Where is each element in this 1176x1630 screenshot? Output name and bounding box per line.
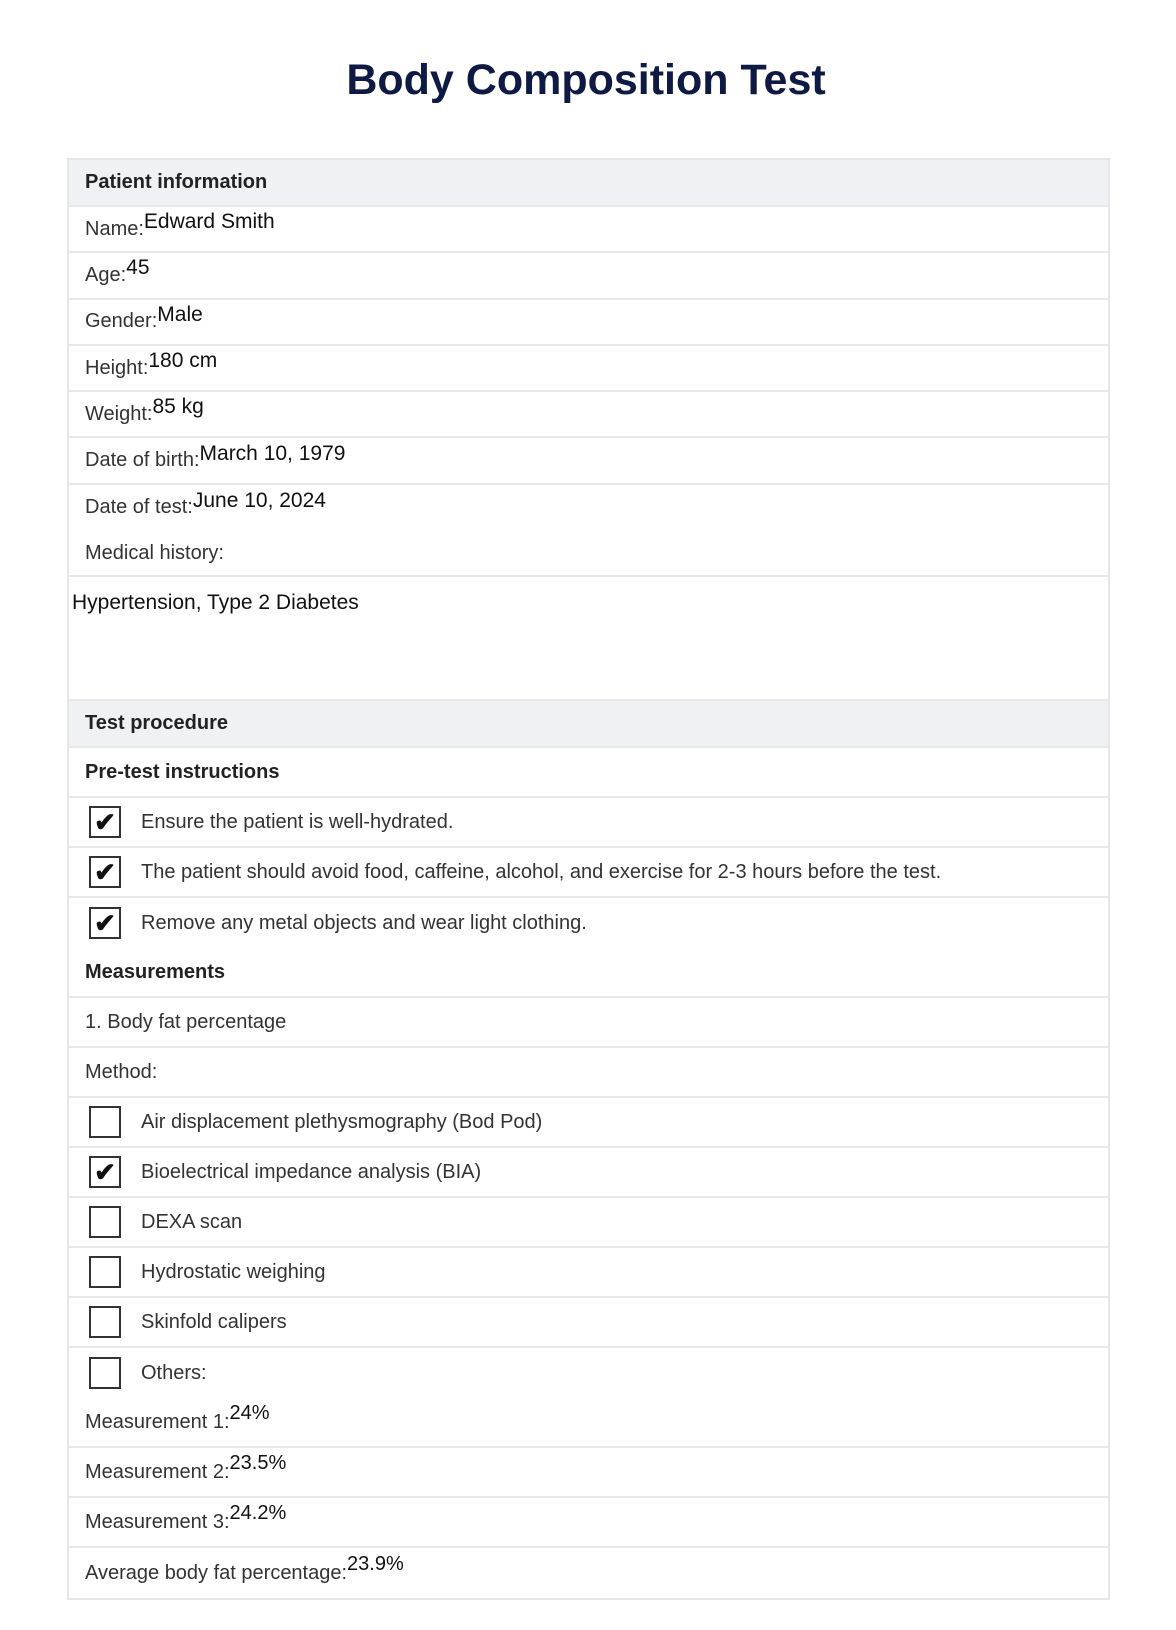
method-option <box>69 1198 1108 1248</box>
method-label: Method: <box>69 1048 1108 1098</box>
check-icon: ✔ <box>94 857 116 888</box>
checkbox[interactable] <box>89 1306 121 1338</box>
field-row <box>69 300 1108 346</box>
pretest-heading: Pre-test instructions <box>69 748 1108 798</box>
pretest-item <box>69 798 1108 848</box>
method-option <box>69 1248 1108 1298</box>
pretest-item-label: Remove any metal objects and wear light clothing. <box>141 911 587 934</box>
check-icon: ✔ <box>94 908 116 939</box>
checkbox[interactable] <box>89 856 121 888</box>
field-value[interactable]: 180 cm <box>148 349 218 373</box>
checkbox[interactable] <box>89 1256 121 1288</box>
check-icon: ✔ <box>94 1157 116 1188</box>
field-row <box>69 392 1108 438</box>
measurement-value[interactable]: 23.5% <box>229 1451 287 1474</box>
field-row <box>69 253 1108 299</box>
measurement-row <box>69 1498 1108 1548</box>
field-row <box>69 207 1108 253</box>
field-label: Age: <box>85 263 127 286</box>
checkbox[interactable] <box>89 806 121 838</box>
checkbox[interactable] <box>89 1156 121 1188</box>
method-option <box>69 1148 1108 1198</box>
field-value[interactable]: Male <box>157 302 203 326</box>
field-row <box>69 485 1108 531</box>
body-fat-item: 1. Body fat percentage <box>69 998 1108 1048</box>
medical-history-value[interactable]: Hypertension, Type 2 Diabetes <box>69 577 1108 701</box>
measurement-row <box>69 1398 1108 1448</box>
method-option-label: Bioelectrical impedance analysis (BIA) <box>141 1160 482 1183</box>
check-icon: ✔ <box>94 807 116 838</box>
method-option-label: Others: <box>141 1361 207 1384</box>
field-row <box>69 438 1108 484</box>
measurement-value[interactable]: 24% <box>229 1401 270 1424</box>
pretest-item <box>69 848 1108 898</box>
method-option <box>69 1098 1108 1148</box>
checkbox[interactable] <box>89 1106 121 1138</box>
method-option-label: DEXA scan <box>141 1210 243 1233</box>
field-value[interactable]: Edward Smith <box>143 210 275 234</box>
method-option-label: Air displacement plethysmography (Bod Pod) <box>141 1110 543 1133</box>
checkbox[interactable] <box>89 907 121 939</box>
field-value[interactable]: June 10, 2024 <box>192 488 326 512</box>
method-option-label: Skinfold calipers <box>141 1310 287 1333</box>
method-option <box>69 1348 1108 1398</box>
measurement-row <box>69 1448 1108 1498</box>
checkbox[interactable] <box>89 1357 121 1389</box>
test-procedure-heading: Test procedure <box>69 701 1108 748</box>
patient-info-heading: Patient information <box>69 160 1108 207</box>
field-label: Gender: <box>85 310 158 333</box>
pretest-item-label: Ensure the patient is well-hydrated. <box>141 810 454 833</box>
field-value[interactable]: 85 kg <box>152 395 204 419</box>
measurements-heading: Measurements <box>69 948 1108 998</box>
field-value[interactable]: March 10, 1979 <box>199 441 346 465</box>
measurement-label: Measurement 1: <box>85 1410 230 1433</box>
field-value[interactable]: 45 <box>126 256 150 280</box>
measurement-label: Measurement 3: <box>85 1510 230 1533</box>
medical-history-label: Medical history: <box>69 531 1108 577</box>
field-row <box>69 346 1108 392</box>
field-label: Weight: <box>85 402 153 425</box>
measurement-label: Measurement 2: <box>85 1460 230 1483</box>
checkbox[interactable] <box>89 1206 121 1238</box>
pretest-item <box>69 898 1108 948</box>
form-table <box>67 158 1110 1600</box>
field-label: Date of test: <box>85 496 193 519</box>
measurement-label: Average body fat percentage: <box>85 1561 348 1584</box>
field-label: Height: <box>85 356 149 379</box>
page-title: Body Composition Test <box>346 56 826 104</box>
field-label: Date of birth: <box>85 449 200 472</box>
method-option <box>69 1298 1108 1348</box>
measurement-row <box>69 1548 1108 1598</box>
field-label: Name: <box>85 217 144 240</box>
measurement-value[interactable]: 24.2% <box>229 1501 287 1524</box>
measurement-value[interactable]: 23.9% <box>347 1552 404 1575</box>
pretest-item-label: The patient should avoid food, caffeine, alcohol, and exercise for 2-3 hours before the test. <box>141 860 942 883</box>
method-option-label: Hydrostatic weighing <box>141 1260 326 1283</box>
